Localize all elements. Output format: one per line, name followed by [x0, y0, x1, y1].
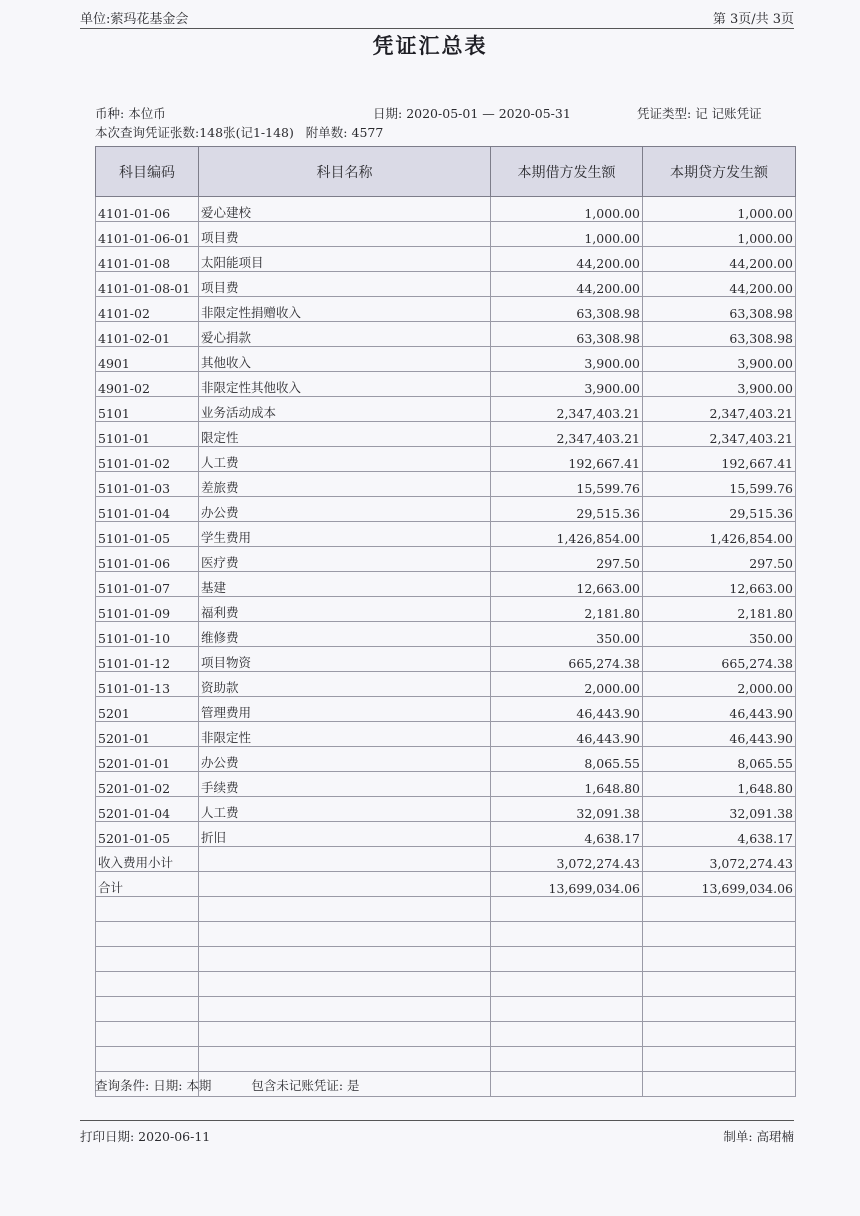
table-row [96, 522, 796, 547]
voucher-count-info [95, 123, 383, 141]
table-row [96, 922, 796, 947]
cell-debit: 2,181.80 [491, 597, 643, 622]
cell-debit [491, 922, 643, 947]
cell-account-code: 5201 [96, 697, 199, 722]
cell-credit: 665,274.38 [643, 647, 796, 672]
table-row [96, 772, 796, 797]
condition-label: 查询条件: [95, 1078, 150, 1093]
cell-account-code: 4101-01-08-01 [96, 272, 199, 297]
cell-debit: 4,638.17 [491, 822, 643, 847]
cell-debit: 44,200.00 [491, 272, 643, 297]
table-row [96, 947, 796, 972]
cell-credit [643, 997, 796, 1022]
cell-debit: 2,000.00 [491, 672, 643, 697]
query-conditions [95, 1076, 360, 1094]
cell-credit: 46,443.90 [643, 722, 796, 747]
cell-credit: 2,000.00 [643, 672, 796, 697]
table-row [96, 897, 796, 922]
table-row [96, 847, 796, 872]
cell-account-code: 5101-01-04 [96, 497, 199, 522]
cell-account-code: 5101 [96, 397, 199, 422]
cell-credit [643, 1047, 796, 1072]
cell-account-name [199, 1022, 491, 1047]
table-row [96, 222, 796, 247]
cell-debit [491, 1072, 643, 1097]
cell-account-name: 办公费 [199, 747, 491, 772]
cell-debit: 32,091.38 [491, 797, 643, 822]
cell-account-name: 爱心建校 [199, 197, 491, 222]
cell-debit: 2,347,403.21 [491, 422, 643, 447]
cell-account-name: 办公费 [199, 497, 491, 522]
cell-credit: 3,900.00 [643, 347, 796, 372]
table-row [96, 997, 796, 1022]
cell-debit [491, 1022, 643, 1047]
cell-account-code: 合计 [96, 872, 199, 897]
cell-account-name [199, 897, 491, 922]
cell-account-code: 5101-01-06 [96, 547, 199, 572]
cell-account-code [96, 897, 199, 922]
cell-credit: 44,200.00 [643, 272, 796, 297]
cell-debit: 13,699,034.06 [491, 872, 643, 897]
table-row [96, 197, 796, 222]
cell-account-name: 项目费 [199, 222, 491, 247]
cell-credit [643, 897, 796, 922]
cell-credit: 1,648.80 [643, 772, 796, 797]
cell-debit: 3,072,274.43 [491, 847, 643, 872]
table-row [96, 297, 796, 322]
cell-account-code: 5101-01-12 [96, 647, 199, 672]
cell-debit [491, 897, 643, 922]
cell-credit [643, 922, 796, 947]
table-row [96, 672, 796, 697]
count-value: 148张(记1-148) [199, 125, 294, 140]
cell-account-code: 收入费用小计 [96, 847, 199, 872]
cell-debit: 1,000.00 [491, 222, 643, 247]
col-header-account-name: 科目名称 [199, 147, 491, 197]
cell-account-code: 4901-02 [96, 372, 199, 397]
cell-account-name: 项目费 [199, 272, 491, 297]
cell-credit: 2,347,403.21 [643, 397, 796, 422]
col-header-account-code: 科目编码 [96, 147, 199, 197]
cell-debit: 44,200.00 [491, 247, 643, 272]
cell-credit: 32,091.38 [643, 797, 796, 822]
cell-credit: 4,638.17 [643, 822, 796, 847]
date-range: 2020-05-01 — 2020-05-31 [406, 106, 571, 121]
cell-account-code: 5101-01-05 [96, 522, 199, 547]
cell-account-name [199, 922, 491, 947]
unit-name: 单位:萦玛花基金会 [80, 12, 189, 27]
cell-account-code: 5101-01-09 [96, 597, 199, 622]
table-row [96, 797, 796, 822]
cell-account-name: 其他收入 [199, 347, 491, 372]
cell-credit: 63,308.98 [643, 322, 796, 347]
date-label: 日期: [373, 106, 403, 121]
cell-account-name [199, 847, 491, 872]
table-row [96, 972, 796, 997]
table-row [96, 347, 796, 372]
cell-debit [491, 947, 643, 972]
cell-account-code: 5101-01 [96, 422, 199, 447]
page-number: 第 3页/共 3页 [712, 12, 794, 27]
cell-account-code: 5101-01-10 [96, 622, 199, 647]
table-row [96, 647, 796, 672]
cell-account-name: 人工费 [199, 797, 491, 822]
cell-account-code: 4101-01-06-01 [96, 222, 199, 247]
cell-account-code [96, 947, 199, 972]
attachment-label: 附单数: [305, 125, 348, 140]
date-info [373, 104, 571, 122]
cell-account-name [199, 947, 491, 972]
cell-credit: 2,347,403.21 [643, 422, 796, 447]
col-header-credit: 本期贷方发生额 [643, 147, 796, 197]
cell-debit [491, 972, 643, 997]
voucher-type-value: 记 记账凭证 [695, 106, 762, 121]
cell-credit: 2,181.80 [643, 597, 796, 622]
table-row [96, 247, 796, 272]
condition-date: 日期: 本期 [153, 1078, 212, 1093]
cell-account-name [199, 972, 491, 997]
cell-account-code: 5201-01-01 [96, 747, 199, 772]
cell-credit: 1,000.00 [643, 222, 796, 247]
cell-account-name: 折旧 [199, 822, 491, 847]
footer-divider [80, 1120, 794, 1121]
table-row [96, 497, 796, 522]
cell-debit: 2,347,403.21 [491, 397, 643, 422]
table-row [96, 822, 796, 847]
cell-account-name: 限定性 [199, 422, 491, 447]
table-body [96, 197, 796, 1097]
cell-account-code: 5201-01-05 [96, 822, 199, 847]
cell-credit: 46,443.90 [643, 697, 796, 722]
cell-account-code: 4101-02-01 [96, 322, 199, 347]
cell-credit: 350.00 [643, 622, 796, 647]
cell-account-code [96, 1022, 199, 1047]
count-label: 本次查询凭证张数: [95, 125, 200, 140]
cell-account-name: 手续费 [199, 772, 491, 797]
cell-credit: 15,599.76 [643, 472, 796, 497]
cell-credit: 44,200.00 [643, 247, 796, 272]
cell-debit: 46,443.90 [491, 697, 643, 722]
attachment-count: 4577 [351, 125, 384, 140]
cell-debit: 46,443.90 [491, 722, 643, 747]
print-date: 打印日期: 2020-06-11 [80, 1129, 211, 1144]
cell-debit: 3,900.00 [491, 372, 643, 397]
cell-account-name: 医疗费 [199, 547, 491, 572]
cell-account-name [199, 997, 491, 1022]
cell-account-code: 4101-02 [96, 297, 199, 322]
table-row [96, 372, 796, 397]
cell-account-code: 5201-01 [96, 722, 199, 747]
cell-account-code [96, 922, 199, 947]
cell-credit: 8,065.55 [643, 747, 796, 772]
cell-account-name [199, 872, 491, 897]
table-row [96, 597, 796, 622]
cell-account-name: 资助款 [199, 672, 491, 697]
cell-credit: 12,663.00 [643, 572, 796, 597]
table-row [96, 697, 796, 722]
cell-debit: 63,308.98 [491, 322, 643, 347]
cell-account-name: 非限定性其他收入 [199, 372, 491, 397]
table-header-row [96, 147, 796, 197]
table-row [96, 397, 796, 422]
cell-debit: 192,667.41 [491, 447, 643, 472]
currency-info [95, 104, 166, 122]
cell-account-code [96, 972, 199, 997]
page-header [80, 4, 794, 29]
cell-account-name: 项目物资 [199, 647, 491, 672]
cell-debit: 63,308.98 [491, 297, 643, 322]
prepared-by: 制单: 高珺楠 [723, 1129, 794, 1144]
cell-credit: 1,000.00 [643, 197, 796, 222]
cell-debit: 1,426,854.00 [491, 522, 643, 547]
cell-account-name: 人工费 [199, 447, 491, 472]
table-row [96, 572, 796, 597]
cell-credit: 1,426,854.00 [643, 522, 796, 547]
cell-account-name: 基建 [199, 572, 491, 597]
cell-account-code: 4101-01-06 [96, 197, 199, 222]
table-row [96, 1022, 796, 1047]
cell-credit [643, 947, 796, 972]
cell-debit: 8,065.55 [491, 747, 643, 772]
cell-account-code: 4901 [96, 347, 199, 372]
cell-account-code: 4101-01-08 [96, 247, 199, 272]
currency-value: 本位币 [128, 106, 166, 121]
table-row [96, 722, 796, 747]
cell-debit: 297.50 [491, 547, 643, 572]
cell-account-name: 业务活动成本 [199, 397, 491, 422]
cell-debit: 1,000.00 [491, 197, 643, 222]
cell-debit [491, 1047, 643, 1072]
cell-debit: 350.00 [491, 622, 643, 647]
cell-credit: 3,072,274.43 [643, 847, 796, 872]
table-row [96, 622, 796, 647]
cell-debit: 1,648.80 [491, 772, 643, 797]
table-row [96, 547, 796, 572]
table-row [96, 1047, 796, 1072]
cell-account-name: 福利费 [199, 597, 491, 622]
cell-account-name: 太阳能项目 [199, 247, 491, 272]
cell-debit: 12,663.00 [491, 572, 643, 597]
cell-account-name: 维修费 [199, 622, 491, 647]
table-row [96, 872, 796, 897]
cell-account-name: 非限定性捐赠收入 [199, 297, 491, 322]
cell-debit [491, 997, 643, 1022]
cell-debit: 29,515.36 [491, 497, 643, 522]
cell-credit: 63,308.98 [643, 297, 796, 322]
cell-account-code: 5201-01-02 [96, 772, 199, 797]
table-row [96, 322, 796, 347]
cell-account-code: 5101-01-13 [96, 672, 199, 697]
cell-account-code: 5101-01-03 [96, 472, 199, 497]
cell-debit: 15,599.76 [491, 472, 643, 497]
table-row [96, 447, 796, 472]
cell-credit: 29,515.36 [643, 497, 796, 522]
table-row [96, 472, 796, 497]
report-title: 凭证汇总表 [372, 34, 488, 58]
table-row [96, 272, 796, 297]
summary-table [95, 146, 796, 1097]
cell-account-code: 5201-01-04 [96, 797, 199, 822]
cell-debit: 665,274.38 [491, 647, 643, 672]
include-unposted: 包含未记账凭证: 是 [251, 1078, 360, 1093]
cell-account-code [96, 1047, 199, 1072]
voucher-type-info [637, 104, 762, 122]
cell-account-code [96, 997, 199, 1022]
cell-account-name: 非限定性 [199, 722, 491, 747]
cell-account-name: 差旅费 [199, 472, 491, 497]
cell-account-code: 5101-01-02 [96, 447, 199, 472]
cell-account-name: 学生费用 [199, 522, 491, 547]
cell-account-name [199, 1047, 491, 1072]
cell-credit: 192,667.41 [643, 447, 796, 472]
cell-credit [643, 1022, 796, 1047]
cell-account-name: 爱心捐款 [199, 322, 491, 347]
cell-account-code: 5101-01-07 [96, 572, 199, 597]
cell-credit: 13,699,034.06 [643, 872, 796, 897]
cell-credit [643, 1072, 796, 1097]
table-row [96, 422, 796, 447]
cell-credit: 3,900.00 [643, 372, 796, 397]
voucher-type-label: 凭证类型: [637, 106, 692, 121]
col-header-debit: 本期借方发生额 [491, 147, 643, 197]
cell-debit: 3,900.00 [491, 347, 643, 372]
cell-credit: 297.50 [643, 547, 796, 572]
cell-credit [643, 972, 796, 997]
currency-label: 币种: [95, 106, 125, 121]
table-row [96, 747, 796, 772]
cell-account-name: 管理费用 [199, 697, 491, 722]
